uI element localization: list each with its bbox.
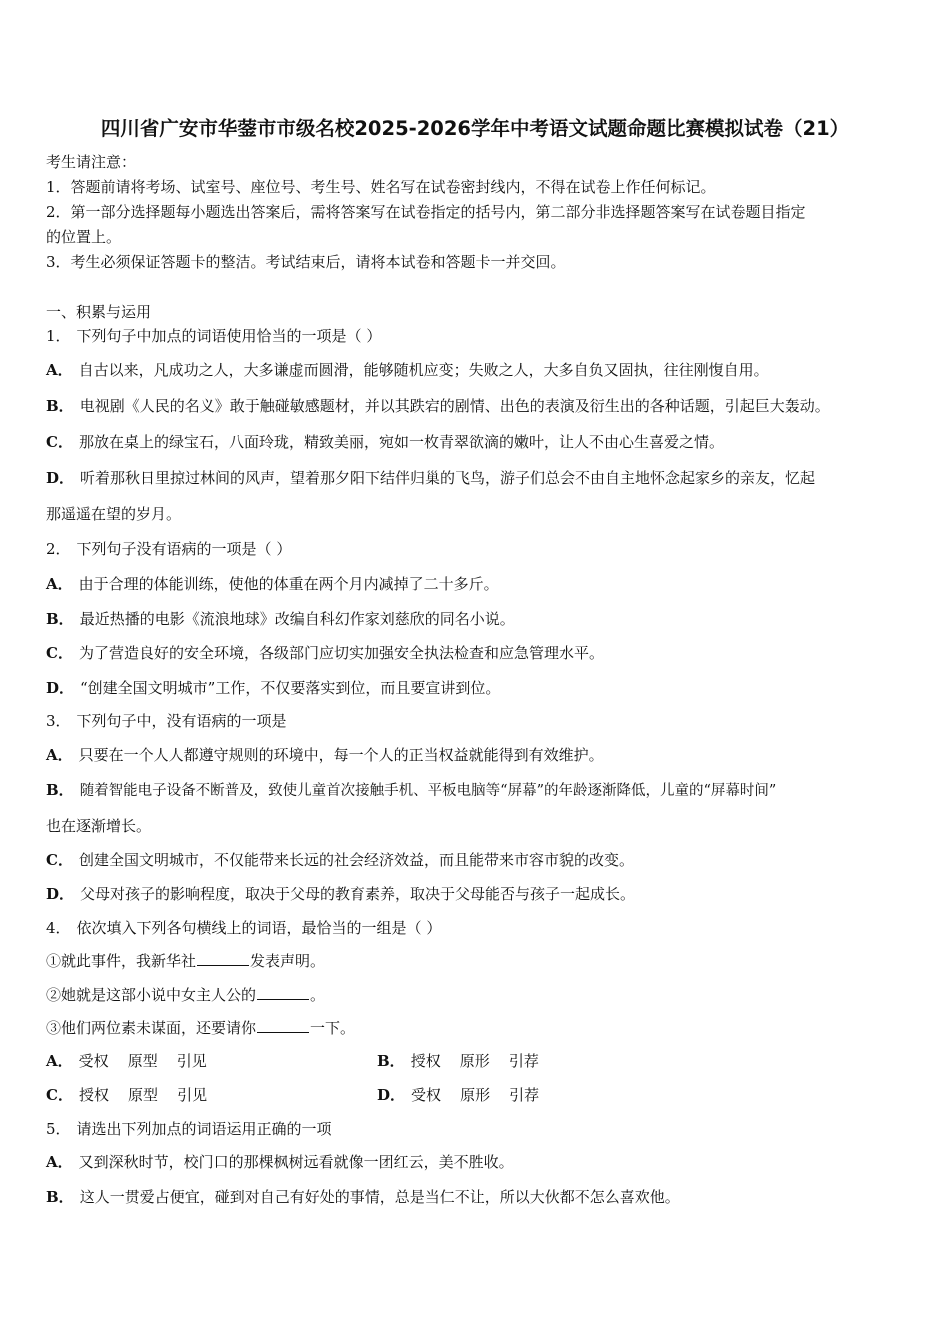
option — [46, 396, 830, 416]
option-label: C． — [46, 433, 73, 451]
option-label: C． — [46, 851, 73, 869]
option-label: B． — [46, 1188, 74, 1206]
option-text: 又到深秋时节，校门口的那棵枫树远看就像一团红云，美不胜收。 — [78, 1153, 514, 1171]
option-label: A． — [46, 746, 73, 764]
page-title: 四川省广安市华蓥市市级名校2025-2026学年中考语文试题命题比赛模拟试卷（21） — [100, 117, 850, 140]
answer-blank — [197, 951, 249, 966]
option-text: 授权 原型 引见 — [78, 1086, 208, 1104]
sentence-suffix: 发表声明。 — [250, 952, 326, 970]
option-label: C． — [46, 1086, 73, 1104]
option-label: B． — [377, 1052, 405, 1070]
option-label: D． — [377, 1086, 406, 1104]
question-number: 1． — [46, 327, 71, 345]
option-label: A． — [46, 361, 73, 379]
option-text: 只要在一个人人都遵守规则的环境中，每一个人的正当权益就能得到有效维护。 — [78, 746, 604, 764]
option-label: D． — [46, 469, 75, 487]
question-text: 下列句子中，没有语病的一项是 — [76, 712, 287, 730]
option-label: A． — [46, 1153, 73, 1171]
question-text: 请选出下列加点的词语运用正确的一项 — [76, 1120, 332, 1138]
option — [46, 609, 515, 629]
question-number: 2． — [46, 540, 71, 558]
option-text: 为了营造良好的安全环境，各级部门应切实加强安全执法检查和应急管理水平。 — [78, 644, 604, 662]
option-text: 那放在桌上的绿宝石，八面玲珑，精致美丽，宛如一枚青翠欲滴的嫩叶，让人不由心生喜爱之情。 — [78, 433, 724, 451]
option-continuation: 也在逐渐增长。 — [46, 817, 152, 835]
question-number: 4． — [46, 919, 71, 937]
notice-item: 3．考生必须保证答题卡的整洁。考试结束后，请将本试卷和答题卡一并交回。 — [46, 253, 566, 271]
option — [46, 1051, 207, 1071]
question-stem — [46, 711, 287, 731]
fill-sentence — [46, 985, 325, 1005]
option — [46, 468, 815, 488]
option-label: D． — [46, 679, 75, 697]
option-label: B． — [46, 781, 74, 799]
option-label: A． — [46, 1052, 73, 1070]
option-text: 听着那秋日里掠过林间的风声，望着那夕阳下结伴归巢的飞鸟，游子们总会不由自主地怀念起家乡的亲友，忆起 — [80, 469, 816, 487]
question-number: 5． — [46, 1120, 71, 1138]
option — [46, 745, 604, 765]
notice-item: 的位置上。 — [46, 228, 122, 246]
option — [46, 1085, 207, 1105]
option — [46, 884, 635, 904]
question-stem — [46, 539, 291, 559]
section-title: 一、积累与运用 — [46, 303, 152, 321]
option — [46, 360, 769, 380]
option-label: A． — [46, 575, 73, 593]
sentence-suffix: 。 — [310, 986, 326, 1004]
option — [46, 1187, 680, 1207]
option-text: 自古以来，凡成功之人，大多谦虚而圆滑，能够随机应变；失败之人，大多自负又固执，往往刚愎自用。 — [78, 361, 769, 379]
sentence-suffix: 一下。 — [310, 1019, 356, 1037]
option-text: 随着智能电子设备不断普及，致使儿童首次接触手机、平板电脑等“屏幕”的年龄逐渐降低，儿童的“屏幕时间” — [79, 783, 777, 799]
question-stem — [46, 918, 441, 938]
option-text: 最近热播的电影《流浪地球》改编自科幻作家刘慈欣的同名小说。 — [79, 610, 515, 628]
option-text: 父母对孩子的影响程度，取决于父母的教育素养，取决于父母能否与孩子一起成长。 — [80, 885, 636, 903]
option-text: 授权 原形 引荐 — [410, 1052, 539, 1070]
option-text: 受权 原形 引荐 — [411, 1086, 540, 1104]
option — [46, 678, 500, 698]
option-label: B． — [46, 610, 74, 628]
answer-blank — [257, 1018, 309, 1033]
option-text: 这人一贯爱占便宜，碰到对自己有好处的事情，总是当仁不让，所以大伙都不怎么喜欢他。 — [79, 1188, 680, 1206]
notice-item: 2．第一部分选择题每小题选出答案后，需将答案写在试卷指定的括号内，第二部分非选择题答案写在试卷题目指定 — [46, 203, 806, 221]
sentence-prefix: ①就此事件，我新华社 — [46, 952, 197, 970]
sentence-prefix: ③他们两位素未谋面，还要请你 — [46, 1019, 257, 1037]
answer-blank — [257, 985, 309, 1000]
option — [377, 1051, 539, 1071]
option-continuation: 那遥遥在望的岁月。 — [46, 505, 182, 523]
option-label: D． — [46, 885, 75, 903]
fill-sentence — [46, 1018, 355, 1038]
option-text: “创建全国文明城市”工作，不仅要落实到位，而且要宣讲到位。 — [80, 679, 501, 697]
option-text: 电视剧《人民的名义》敢于触碰敏感题材，并以其跌宕的剧情、出色的表演及衍生出的各种话题，引起巨大轰动。 — [79, 397, 830, 415]
option — [46, 574, 499, 594]
option — [377, 1085, 539, 1105]
question-number: 3． — [46, 712, 71, 730]
option — [46, 850, 634, 870]
option-text: 受权 原型 引见 — [78, 1052, 207, 1070]
option — [46, 432, 724, 452]
question-stem — [46, 326, 381, 346]
option-text: 由于合理的体能训练，使他的体重在两个月内减掉了二十多斤。 — [78, 575, 499, 593]
option-label: B． — [46, 397, 74, 415]
question-text: 下列句子没有语病的一项是（ ） — [76, 540, 292, 558]
sentence-prefix: ②她就是这部小说中女主人公的 — [46, 986, 257, 1004]
question-text: 依次填入下列各句横线上的词语，最恰当的一组是（ ） — [76, 919, 442, 937]
option — [46, 1152, 514, 1172]
question-stem — [46, 1119, 332, 1139]
fill-sentence — [46, 951, 325, 971]
option — [46, 643, 604, 663]
option-label: C． — [46, 644, 73, 662]
notice-heading: 考生请注意： — [46, 153, 137, 171]
notice-item: 1．答题前请将考场、试室号、座位号、考生号、姓名写在试卷密封线内，不得在试卷上作任何标记。 — [46, 178, 716, 196]
option — [46, 780, 776, 801]
option-text: 创建全国文明城市，不仅能带来长远的社会经济效益，而且能带来市容市貌的改变。 — [78, 851, 634, 869]
question-text: 下列句子中加点的词语使用恰当的一项是（ ） — [76, 327, 382, 345]
